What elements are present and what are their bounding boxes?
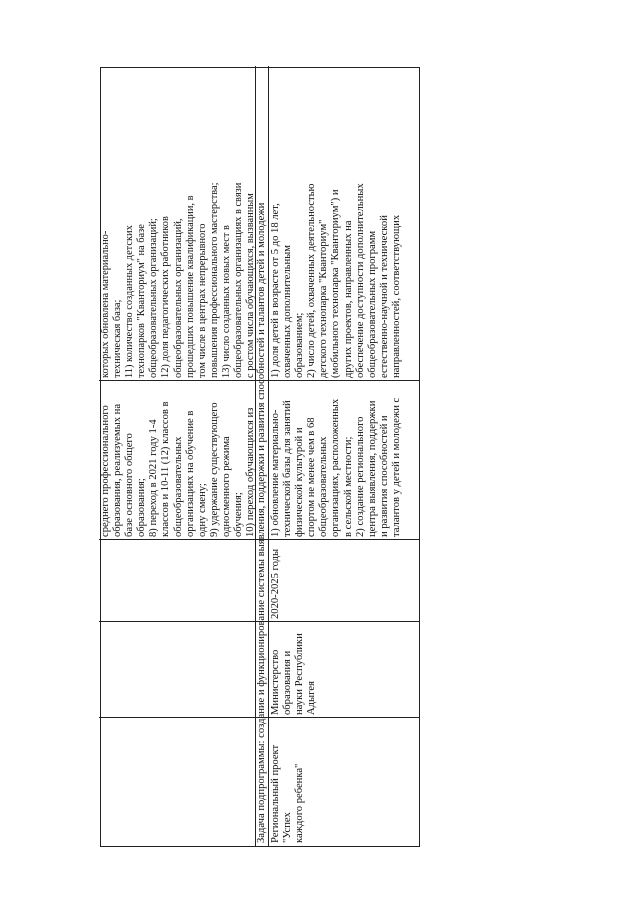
project-name-cell: Региональный проект "Успех каждого ребенка" <box>270 744 306 843</box>
program-table <box>100 67 420 847</box>
expected-results-cell: 1) обновление материально- технической базы для занятий физической культурой и спортом не менее чем в 68 общеобразовательных организациях, расположенных в сельской местности; 2) создание регионального центра выявления, поддержки и развития способностей и талантов у детей и молодежи с <box>270 397 402 537</box>
subprogram-task-banner: Задача подпрограммы: создание и функционирование системы выявления, поддержки и развития способностей и талантов детей и молодежи <box>256 202 267 843</box>
responsible-executor-cell: Министерство образования и науки Республики Адыгея <box>270 633 318 715</box>
implementation-period-cell: 2020-2025 годы <box>270 548 281 619</box>
rotated-page <box>100 67 420 847</box>
top-row-col4: которых обновлена материально- техническая база; 11) количество созданных детских технопарков "Кванториум" на базе общеобразовательных организаций; 12) доля педагогических работников общеобразовательных организаций, прошедших повышение квалификации, в том числе в центрах непрерывного повышения профессионального мастерства; 13) число созданных новых мест в общеобразовательных организациях в связи с ростом числа обучающихся, вызванным <box>100 182 256 378</box>
top-row-col3: среднего профессионального образования, реализуемых на базе основного общего образования; 8) переход в 2021 году 1-4 классов и 10-11 (12) классов в общеобразовательных организациях на обучение в одну смену; 9) удержание существующего односменного режима обучения; 10) переход обучающихся из <box>100 401 256 537</box>
indicators-cell: 1) доля детей в возрасте от 5 до 18 лет, охваченных дополнительным образованием; 2) число детей, охваченных деятельностью детского технопарка "Кванториум" (мобильного технопарка "Кванториум") и других проектов, направленных на обеспечение доступности дополнительных общеобразовательных программ естественно-научной и технической направленностей, соответствующих <box>270 183 402 378</box>
